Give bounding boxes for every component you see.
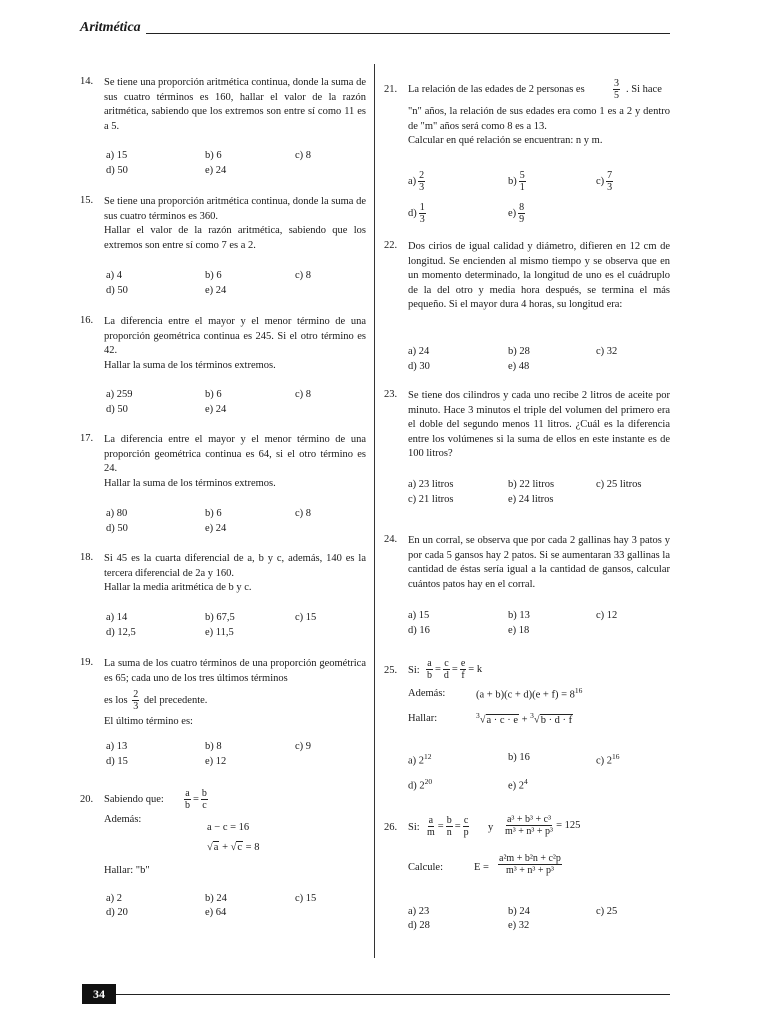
denominator: n xyxy=(446,827,452,838)
option-a xyxy=(408,752,432,767)
numerator: 3 xyxy=(614,78,619,89)
text: del precedente. xyxy=(143,694,208,706)
denominator: b xyxy=(185,800,190,811)
numerator: a³ + b³ + c³ xyxy=(506,814,552,825)
radicand: a · c · e xyxy=(486,714,518,726)
question-number: 17. xyxy=(80,433,94,444)
text: Sabiendo que: xyxy=(104,794,164,805)
denominator: 3 xyxy=(133,701,139,712)
option-a: a) 24 xyxy=(408,346,430,357)
question-21 xyxy=(384,78,670,228)
option-c: c) 12 xyxy=(596,610,618,621)
text: Calcule: xyxy=(408,862,443,873)
numerator: 7 xyxy=(607,170,613,181)
fraction xyxy=(498,853,562,876)
exponent: 20 xyxy=(424,777,433,786)
option-d: d) 50 xyxy=(106,165,128,176)
denominator: m³ + n³ + p³ xyxy=(505,865,554,876)
question-number: 26. xyxy=(384,822,398,833)
question-text: Se tiene una proporción aritmética continua, donde la suma de sus cuatro términos es 160, hallar el valor de la razón aritmética, sabiendo que los extremos son entre sí como 11 es a 5. xyxy=(104,77,366,132)
option-d: d) 20 xyxy=(106,907,128,918)
math-text: E = xyxy=(474,862,489,873)
option-e: e) 12 xyxy=(205,756,227,767)
question-text: En un corral, se observa que por cada 2 gallinas hay 3 patos y por cada 5 gansos hay 2 patos. Si se aumentaran 33 gallinas la cantidad de éstas sería igual a la cantidad de gansos, calcular cuántos patos hay en el corral. xyxy=(408,535,670,590)
question-number: 21. xyxy=(384,84,398,95)
text: y xyxy=(488,822,494,833)
option-d: d) 50 xyxy=(106,523,128,534)
option-b: b) 6 xyxy=(205,508,222,519)
exponent: 12 xyxy=(424,752,432,761)
option-e: e) 18 xyxy=(508,625,530,636)
fraction xyxy=(504,814,554,837)
option-c xyxy=(596,170,615,193)
fraction xyxy=(132,689,139,712)
option-d: d) 30 xyxy=(408,361,430,372)
question-number: 25. xyxy=(384,665,398,676)
fraction xyxy=(606,170,613,193)
question-text xyxy=(104,315,366,373)
question-26 xyxy=(384,812,670,937)
denominator: 3 xyxy=(419,182,425,193)
page-number: 34 xyxy=(82,984,116,1004)
option-e: e) 11,5 xyxy=(205,627,234,638)
denominator: 3 xyxy=(419,214,425,225)
question-20 xyxy=(80,790,370,930)
option-c: c) 32 xyxy=(596,346,618,357)
denominator: f xyxy=(461,670,465,681)
numerator: 2 xyxy=(419,170,425,181)
numerator: a²m + b²n + c²p xyxy=(499,853,561,864)
denominator: b xyxy=(427,670,432,681)
math-expression: $^3$√a · c · e + $^3$√b · d · f xyxy=(476,711,573,726)
text: Además: xyxy=(408,688,446,699)
question-text xyxy=(104,195,366,253)
question-line: Hallar la media aritmética de b y c. xyxy=(104,582,252,593)
option-label: c) xyxy=(596,175,605,187)
option-e: e) 24 xyxy=(205,404,227,415)
text: Además: xyxy=(104,814,142,825)
fraction xyxy=(184,788,191,811)
question-line: La diferencia entre el mayor y el menor término de una proporción geométrica continua es 64, si el otro término es 24. xyxy=(104,434,366,474)
option-c: c) 25 litros xyxy=(596,479,642,490)
option-d: d) 12,5 xyxy=(106,627,136,638)
math-expression: a − c = 16 xyxy=(207,822,250,833)
option-label: d) 2 xyxy=(408,780,425,792)
math-text: = 125 xyxy=(556,819,581,831)
option-b: b) 67,5 xyxy=(205,612,235,623)
question-line: El último término es: xyxy=(104,716,193,727)
option-b: b) 13 xyxy=(508,610,530,621)
option-b: b) 28 xyxy=(508,346,530,357)
question-number: 16. xyxy=(80,315,94,326)
question-number: 15. xyxy=(80,195,94,206)
option-c: c) 25 xyxy=(596,906,618,917)
text: Hallar: "b" xyxy=(104,865,150,876)
text: Hallar: xyxy=(408,713,438,724)
exponent: 16 xyxy=(574,686,583,695)
option-d: d) 50 xyxy=(106,285,128,296)
numerator: 5 xyxy=(519,170,525,181)
math-expression xyxy=(502,814,580,837)
text: es los xyxy=(104,694,128,706)
denominator: m³ + n³ + p³ xyxy=(505,826,554,837)
denominator: p xyxy=(463,827,469,838)
text: La relación de las edades de 2 personas es xyxy=(408,84,585,95)
numerator: 1 xyxy=(419,202,425,213)
question-number: 22. xyxy=(384,240,398,251)
math-expression xyxy=(476,686,582,701)
denominator: m xyxy=(427,827,435,838)
question-line: Si 45 es la cuarta diferencial de a, b y c, además, 140 es la tercera diferencial de 2a y 160. xyxy=(104,553,366,579)
fraction xyxy=(418,170,425,193)
math-expression: $\frac{a}{b}$ = $\frac{c}{d}$ = $\frac{e}{f}$ = k xyxy=(427,658,483,681)
fraction xyxy=(611,78,622,101)
numerator: a xyxy=(185,788,190,799)
math-expression xyxy=(182,788,210,811)
exponent: 4 xyxy=(524,777,528,786)
header-title: Aritmética xyxy=(80,20,141,35)
fraction xyxy=(518,202,525,225)
column-divider xyxy=(374,64,375,958)
question-line: Calcular en qué relación se encuentran: n y m. xyxy=(408,135,603,146)
numerator: c xyxy=(444,658,449,669)
fraction xyxy=(460,658,466,681)
option-a xyxy=(408,170,427,193)
radicand: a xyxy=(213,842,219,853)
question-text xyxy=(104,552,366,596)
numerator: a xyxy=(428,815,434,826)
option-d xyxy=(408,202,428,225)
question-text xyxy=(408,105,670,149)
denominator: 1 xyxy=(519,182,525,193)
fraction xyxy=(443,658,450,681)
option-c: c) 15 xyxy=(295,893,317,904)
text: . Si hace xyxy=(626,84,662,95)
numerator: 2 xyxy=(133,689,139,700)
numerator: e xyxy=(460,658,466,669)
option-a: a) 23 litros xyxy=(408,479,454,490)
option-b: b) 8 xyxy=(205,741,222,752)
header-rule xyxy=(146,33,670,34)
option-a: a) 13 xyxy=(106,741,128,752)
math-text: = 8 xyxy=(245,842,260,853)
fraction xyxy=(426,658,433,681)
math-expression: √a + √c = 8 xyxy=(207,842,260,853)
text: Si: xyxy=(408,665,420,676)
question-number: 18. xyxy=(80,552,94,563)
denominator: 3 xyxy=(607,182,613,193)
option-a: a) 80 xyxy=(106,508,128,519)
question-text xyxy=(104,433,366,491)
question-line: "n" años, la relación de sus edades era como 1 es a 2 y dentro de "m" años será como 8 es a 13. xyxy=(408,106,670,132)
option-e: e) 24 litros xyxy=(508,494,554,505)
option-label: a) 2 xyxy=(408,755,425,767)
question-text: Se tiene dos cilindros y cada uno recibe 2 litros de aceite por minuto. Hace 3 minutos el triple del volumen del primero era el doble del segundo menos 11 litros. ¿Cuál es la diferencia entre los volúmenes si la suma de ellos en este instante es de 100 litros? xyxy=(408,390,670,459)
option-c: c) 8 xyxy=(295,508,312,519)
numerator: b xyxy=(201,788,207,799)
option-b: b) 24 xyxy=(205,893,227,904)
option-label: b) xyxy=(508,175,517,187)
exponent: 16 xyxy=(612,752,620,761)
denominator: d xyxy=(443,670,449,681)
option-label: d) xyxy=(408,207,417,219)
option-d: d) 15 xyxy=(106,756,128,767)
option-e xyxy=(508,202,527,225)
option-b: b) 16 xyxy=(508,752,530,763)
denominator: c xyxy=(202,800,207,811)
numerator: 8 xyxy=(519,202,525,213)
option-e xyxy=(508,777,528,792)
question-number: 19. xyxy=(80,657,94,668)
option-label: a) xyxy=(408,175,417,187)
option-b: b) 6 xyxy=(205,389,222,400)
fraction xyxy=(519,170,526,193)
plus-sign: + xyxy=(222,842,228,853)
option-e: e) 24 xyxy=(205,165,227,176)
question-number: 20. xyxy=(80,794,94,805)
option-a: a) 14 xyxy=(106,612,128,623)
question-text xyxy=(104,657,366,730)
option-e: e) 64 xyxy=(205,907,227,918)
equals-sign: = xyxy=(193,793,199,805)
fraction xyxy=(463,815,470,838)
numerator: a xyxy=(427,658,432,669)
fraction xyxy=(419,202,426,225)
math-expression: $\frac{a}{m}$ = $\frac{b}{n}$ = $\frac{c}{p}$ xyxy=(427,815,469,838)
question-number: 24. xyxy=(384,534,398,545)
fraction xyxy=(446,815,453,838)
question-line: Hallar la suma de los términos extremos. xyxy=(104,359,276,371)
option-c xyxy=(596,752,620,767)
option-b: b) 24 xyxy=(508,906,530,917)
option-a: a) 15 xyxy=(408,610,430,621)
option-b: b) 6 xyxy=(205,270,222,281)
root-index: 3 xyxy=(476,711,480,720)
question-line: La suma de los cuatro términos de una proporción geométrica es 65; cada uno de los tres últimos términos xyxy=(104,658,366,684)
math-expression xyxy=(496,853,564,876)
option-label: e) xyxy=(508,207,517,219)
radicand: c xyxy=(237,842,243,853)
math-text: = k xyxy=(468,663,483,675)
option-c: c) 8 xyxy=(295,389,312,400)
option-b xyxy=(508,170,528,193)
option-b: b) 6 xyxy=(205,150,222,161)
root-index: 3 xyxy=(530,711,534,720)
footer-rule xyxy=(116,994,670,995)
text: Si: xyxy=(408,822,420,833)
question-line: Hallar el valor de la razón aritmética, sabiendo que los extremos son entre sí como 7 es a 2. xyxy=(104,225,366,251)
option-a: a) 2 xyxy=(106,893,123,904)
question-text: Dos cirios de igual calidad y diámetro, difieren en 12 cm de longitud. Se encienden al mismo tiempo y se observa que en un momento determinado, la longitud de uno es el cuádruplo de la del otro y media hora después, se termina el más pequeño. Si el mayor dura 4 horas, su longitud era: xyxy=(408,241,670,310)
numerator: c xyxy=(463,815,469,826)
numerator: b xyxy=(446,815,452,826)
option-d: d) 50 xyxy=(106,404,128,415)
option-d: d) 16 xyxy=(408,625,430,636)
fraction xyxy=(201,788,208,811)
option-a: a) 259 xyxy=(106,389,133,400)
question-line xyxy=(104,689,366,712)
question-number: 14. xyxy=(80,76,94,87)
option-d xyxy=(408,777,432,792)
option-e: e) 24 xyxy=(205,285,227,296)
option-d: d) 28 xyxy=(408,920,430,931)
option-e: e) 48 xyxy=(508,361,530,372)
question-number: 23. xyxy=(384,389,398,400)
option-c: c) 8 xyxy=(295,150,312,161)
option-a: a) 15 xyxy=(106,150,128,161)
fraction xyxy=(426,815,436,838)
option-label: c) 2 xyxy=(596,755,613,767)
option-label: e) 2 xyxy=(508,780,525,792)
option-c: c) 15 xyxy=(295,612,317,623)
radicand: b · d · f xyxy=(540,714,573,726)
denominator: 9 xyxy=(519,214,525,225)
option-a: a) 23 xyxy=(408,906,430,917)
question-line: La diferencia entre el mayor y el menor término de una proporción geométrica continua es 245. Si el otro término es 42. xyxy=(104,316,366,356)
option-c: c) 8 xyxy=(295,270,312,281)
option-c: c) 9 xyxy=(295,741,312,752)
question-line: Se tiene una proporción aritmética continua, donde la suma de sus cuatro términos es 360. xyxy=(104,196,366,222)
denominator: 5 xyxy=(614,90,619,101)
math-text: (a + b)(c + d)(e + f) = 8 xyxy=(476,689,575,701)
option-e: e) 32 xyxy=(508,920,530,931)
option-d: c) 21 litros xyxy=(408,494,454,505)
question-25 xyxy=(384,656,670,796)
option-b: b) 22 litros xyxy=(508,479,555,490)
option-a: a) 4 xyxy=(106,270,123,281)
question-line: Hallar la suma de los términos extremos. xyxy=(104,477,276,489)
option-e: e) 24 xyxy=(205,523,227,534)
